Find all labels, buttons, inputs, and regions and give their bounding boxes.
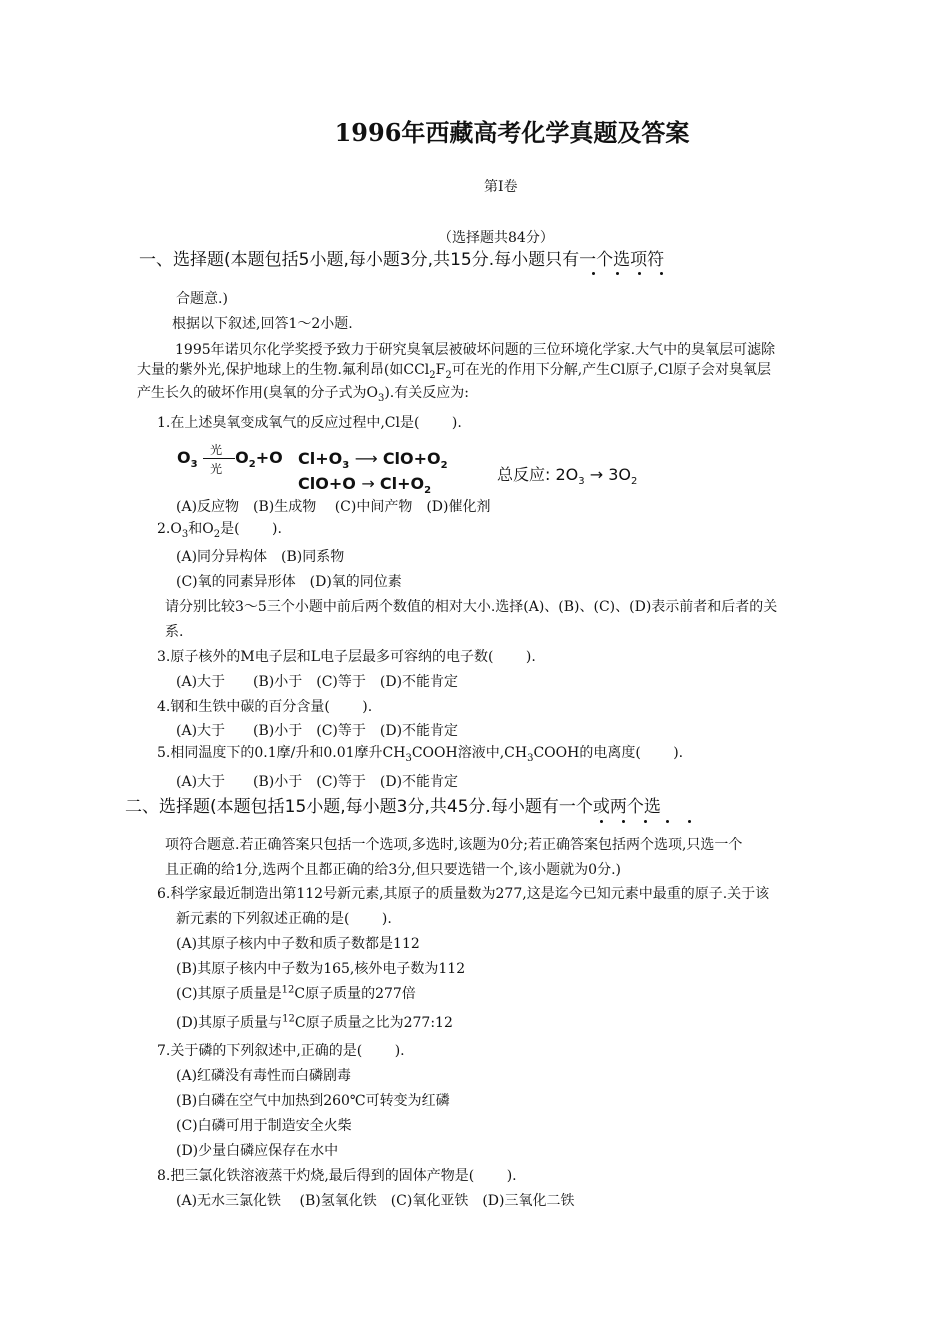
section2-header-cont-1: 项符合题意.若正确答案只包括一个选项,多选时,该题为0分;若正确答案包括两个选项,只选一个 [165, 837, 743, 853]
section1-header: 一、选择题(本题包括5小题,每小题3分,共15分.每小题只有一个选项符 [139, 250, 665, 270]
passage-line-1: 1995年诺贝尔化学奖授予致力于研究臭氧层被破坏问题的三位环境化学家.大气中的臭氧层可滤除 [175, 342, 776, 358]
question-5: 5.相同温度下的0.1摩/升和0.01摩升$CH_3COOH$溶液中$,CH_3COOH$的电离度( ). [157, 745, 684, 764]
question-7-option-b: (B)白磷在空气中加热到260℃可转变为红磷 [176, 1093, 450, 1109]
arrow-right-icon: → [589, 465, 604, 484]
reaction-3: $ClO+O \to Cl+O_2$ [298, 474, 432, 497]
question-4-options: (A)大于 (B)小于 (C)等于 (D)不能肯定 [176, 723, 459, 739]
question-6-option-c: (C)其原子质量是$^{12}$C原子质量的277倍 [176, 984, 416, 1002]
question-6-line-2: 新元素的下列叙述正确的是( ). [176, 911, 392, 927]
question-4: 4.钢和生铁中碳的百分含量( ). [157, 699, 373, 715]
question-2: $2.O_3$和$O_2$是( ). [157, 521, 282, 540]
question-1-options: (A)反应物 (B)生成物 (C)中间产物 (D)催化剂 [176, 499, 491, 515]
reaction-1: $O_3$ 光 光 $O_2+O$ [177, 442, 283, 476]
section2-header: 二、选择题(本题包括15小题,每小题3分,共45分.每小题有一个或两个选 [125, 797, 661, 817]
question-7-option-d: (D)少量白磷应保存在水中 [176, 1143, 339, 1159]
compare-intro-line-1: 请分别比较3～5三个小题中前后两个数值的相对大小.选择(A)、(B)、(C)、(D)表示前者和后者的关 [165, 599, 778, 615]
arrow-right-icon: ⟶ [354, 449, 383, 468]
question-7-option-a: (A)红磷没有毒性而白磷剧毒 [176, 1068, 352, 1084]
question-8: 8.把三氯化铁溶液蒸干灼烧,最后得到的固体产物是( ). [157, 1168, 517, 1184]
question-6-line-1: 6.科学家最近制造出第112号新元素,其原子的质量数为277,这是迄今已知元素中最重的原子.关于该 [157, 886, 770, 902]
arrow-right-icon: → [361, 474, 380, 493]
total-reaction: 总反应: $2O_3 \to 3O_2$ [497, 465, 638, 488]
page-title: 1996年西藏高考化学真题及答案 [334, 118, 690, 147]
emphasis-dots [600, 820, 720, 824]
question-2-option-row-1: (A)同分异构体 (B)同系物 [176, 549, 345, 565]
question-2-option-row-2: (C)氧的同素异形体 (D)氧的同位素 [176, 574, 402, 590]
passage-line-2: 大量的紫外光,保护地球上的生物.氟利昂(如$CCl_2F_2$可在光的作用下分解,产生Cl原子,Cl原子会对臭氧层 [137, 362, 772, 381]
question-5-options: (A)大于 (B)小于 (C)等于 (D)不能肯定 [176, 774, 459, 790]
compare-intro-line-2: 系. [165, 624, 184, 640]
question-7: 7.关于磷的下列叙述中,正确的是( ). [157, 1043, 405, 1059]
emphasis-dots [592, 272, 672, 276]
volume-note: （选择题共84分） [438, 230, 554, 246]
section1-header-cont: 合题意.) [176, 291, 228, 307]
reaction-2: $Cl+O_3$ ⟶ $ClO+O_2$ [298, 449, 448, 472]
section1-intro: 根据以下叙述,回答1～2小题. [172, 316, 353, 332]
section2-header-cont-2: 且正确的给1分,选两个且都正确的给3分,但只要选错一个,该小题就为0分.) [165, 862, 621, 878]
question-6-option-a: (A)其原子核内中子数和质子数都是112 [176, 936, 420, 952]
question-3-options: (A)大于 (B)小于 (C)等于 (D)不能肯定 [176, 674, 459, 690]
question-8-options: (A)无水三氯化铁 (B)氢氧化铁 (C)氧化亚铁 (D)三氧化二铁 [176, 1193, 575, 1209]
question-1: 1.在上述臭氧变成氧气的反应过程中,Cl是( ). [157, 415, 462, 431]
question-7-option-c: (C)白磷可用于制造安全火柴 [176, 1118, 352, 1134]
question-3: 3.原子核外的M电子层和L电子层最多可容纳的电子数( ). [157, 649, 536, 665]
volume-label: 第I卷 [484, 179, 518, 195]
passage-line-3: 产生长久的破坏作用(臭氧的分子式为$O_3$).有关反应为: [137, 385, 469, 404]
question-6-option-d: (D)其原子质量与$^{12}$C原子质量之比为277:12 [176, 1013, 453, 1031]
question-6-option-b: (B)其原子核内中子数为165,核外电子数为112 [176, 961, 466, 977]
